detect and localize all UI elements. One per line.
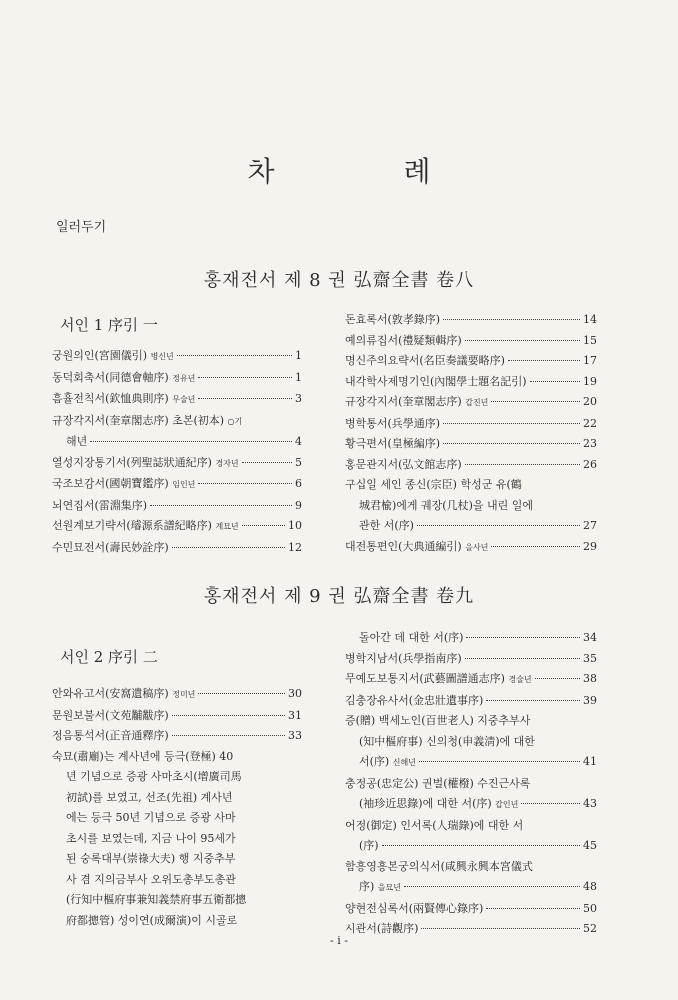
leader-dots [465,329,580,341]
toc-entry [345,794,597,816]
toc-entry [345,732,597,753]
intro-link: 일러두기 [56,220,107,235]
toc-entry-text: 병학통서(兵學通序) [345,416,441,430]
toc-entry [345,392,597,414]
toc-entry-text: 관한 서(序) [359,519,414,532]
toc-entry-title [345,310,440,331]
toc-entry-year-note: 갑인년 [495,800,519,809]
toc-entry-title: 년 기념으로 증광 사마초시(增廣司馬 [66,770,242,783]
toc-entry [52,453,302,475]
toc-entry-year-note: 무술년 [172,395,196,404]
toc-entry [52,346,302,368]
toc-entry-title [52,411,242,433]
toc-entry-page: 17 [583,354,597,367]
toc-entry [345,414,597,435]
leader-dots [242,451,292,463]
toc-entry-title [345,691,483,712]
toc-entry [345,899,597,920]
toc-entry-page: 20 [583,395,597,408]
toc-entry-title: 府都摠管) 성이연(成爾演)이 시골로 [66,913,238,927]
toc-entry [52,432,302,453]
leader-dots [404,875,580,887]
toc-entry-text: 대전통편인(大典通編引) [345,539,462,553]
toc-entry [52,726,302,747]
toc-entry-text: 내각학사제명기인(內閣學士題名記引) [345,374,527,388]
toc-entry-title [359,752,416,774]
toc-entry-title: 숙묘(肅廟)는 계사년에 등극(登極) 40 [52,749,234,763]
toc-entry [52,496,302,517]
toc-entry-title: 사 겸 지의금부사 오위도총부도총관 [66,872,236,886]
leader-dots [172,724,285,736]
volume-9-heading: 홍재전서 제 9 권 弘齋全書 卷九 [203,586,475,607]
toc-entry-title: 구십일 세인 종신(宗臣) 학성군 유(鶴 [345,478,522,491]
leader-dots [508,349,580,361]
toc-entry-page: 26 [583,457,597,471]
toc-entry-page: 41 [583,755,597,768]
toc-entry-page: 38 [583,672,597,685]
toc-entry-page: 23 [583,437,597,450]
leader-dots [443,432,580,444]
toc-entry-title [345,455,462,476]
toc-entry-text: 명신주의요략서(名臣奏議要略序) [345,354,505,367]
volume-8-heading: 홍재전서 제 8 권 弘齋全書 卷八 [203,270,475,291]
toc-entry-text: 병학지남서(兵學指南序) [345,651,462,665]
toc-entry-title [52,726,169,747]
toc-entry-title [345,392,488,414]
toc-entry-title: 된 숭록대부(崇祿大夫) 행 지중추부 [66,852,236,865]
toc-entry-page: 29 [583,539,597,553]
toc-entry-text: 규장각지서(奎章閣志序) 초본(初本) [52,413,225,427]
toc-entry [345,836,597,857]
toc-entry-page: 31 [288,708,302,722]
toc-entry-year-note: ○기 [227,416,243,426]
toc-entry-year-note: 정유년 [172,373,196,383]
toc-entry-page: 22 [583,416,597,430]
toc-entry [345,537,597,559]
leader-dots [535,667,580,679]
toc-entry-page: 1 [295,349,302,362]
toc-entry-year-note: 을사년 [465,542,489,552]
toc-entry-text: 뇌연집서(雷淵集序) [52,498,148,512]
toc-entry-title: 증(贈) 백세노인(百世老人) 지중추부사 [345,714,531,727]
toc-entry-text: 동덕회축서(同德會軸序) [52,370,169,384]
leader-dots [465,647,580,659]
leader-dots [417,514,580,526]
leader-dots [172,704,285,716]
toc-entry-title [345,414,440,435]
section-2-heading: 서인 2 序引 二 [60,648,158,666]
toc-entry-title: 초시를 보였는데, 지금 나이 95세가 [66,831,236,845]
toc-entry-page: 43 [583,797,597,810]
toc-entry-text: 김충장유사서(金忠壯遺事序) [345,693,484,707]
toc-entry [345,857,597,878]
toc-entry [345,351,597,372]
leader-dots [443,308,580,320]
toc-entry [52,411,302,433]
leader-dots [466,626,580,638]
toc-entry-title: 충정공(忠定公) 권벌(權橃) 수진근사록 [345,776,531,790]
toc-entry [52,870,302,891]
toc-entry-text: 시관서(詩觀序) [345,922,419,935]
toc-entry-title: (行知中樞府事兼知義禁府事五衛都摠 [66,893,247,906]
leader-dots [419,750,580,762]
toc-entry-text: 선원계보기략서(璿源系譜紀略序) [52,519,212,532]
toc-entry [52,747,302,768]
leader-dots [198,387,292,399]
toc-entry-page: 50 [583,901,597,915]
leader-dots [530,370,580,382]
toc-entry-title: 함흥영흥본궁의식서(咸興永興本宮儀式 [345,859,533,873]
toc-entry-year-note: 정미년 [172,690,196,699]
toc-column-4 [345,628,597,940]
toc-entry-title: (知中樞府事) 신의청(申義淸)에 대한 [359,734,535,748]
toc-entry-title [359,628,463,649]
toc-column-3 [52,684,302,931]
leader-dots [198,682,285,694]
toc-entry-text: 양현전심록서(兩賢傳心錄序) [345,901,484,915]
toc-entry-title [345,434,440,455]
leader-dots [90,430,292,442]
toc-entry [345,649,597,670]
toc-entry-page: 9 [295,498,302,512]
toc-entry-text: (序) [359,839,379,852]
toc-entry-page: 39 [583,693,597,707]
leader-dots [172,536,285,548]
toc-entry-page: 27 [583,519,597,532]
toc-entry-page: 45 [583,839,597,852]
page-number: - i - [330,934,348,947]
toc-entry-page: 14 [583,313,597,326]
toc-entry-title [52,389,195,411]
toc-entry-page: 15 [583,333,597,347]
toc-entry-text: 안와유고서(安窩遺稿序) [52,687,169,700]
toc-entry [345,475,597,496]
toc-entry [52,808,302,829]
toc-entry-page: 6 [295,477,302,490]
toc-entry-text: (袖珍近思錄)에 대한 서(序) [359,797,492,810]
toc-entry-page: 3 [295,392,302,405]
toc-entry-page: 35 [583,651,597,665]
toc-entry-text: 홍문관지서(弘文館志序) [345,457,462,471]
leader-dots [443,412,580,424]
toc-entry-title [52,538,169,559]
toc-entry-text: 서(序) [359,755,390,768]
toc-entry-page: 52 [583,922,597,935]
toc-entry-text: 해년 [66,435,88,448]
leader-dots [242,514,285,526]
toc-entry-title: 어정(御定) 인서록(人瑞錄)에 대한 서 [345,818,524,832]
toc-entry-page: 4 [295,435,302,448]
toc-entry-text: 국조보감서(國朝寶鑑序) [52,477,169,490]
toc-entry-title [345,669,532,691]
toc-entry-title [345,331,462,352]
toc-entry [52,538,302,559]
toc-entry [52,474,302,496]
toc-column-2 [345,310,597,558]
toc-entry [345,774,597,795]
toc-entry-text: 정음통석서(正音通釋序) [52,729,169,742]
toc-entry-page: 19 [583,374,597,388]
toc-entry-year-note: 병신년 [150,352,174,361]
toc-entry-title [66,432,87,453]
toc-entry-text: 예의류집서(禮疑類輯序) [345,333,462,347]
toc-entry-year-note: 을묘년 [377,883,401,892]
toc-entry-year-note: 임인년 [172,480,196,489]
toc-entry-title [345,537,488,559]
leader-dots [198,366,292,378]
toc-entry-year-note: 경자년 [215,458,239,468]
toc-entry [345,669,597,691]
toc-entry [345,691,597,712]
toc-entry-title [345,351,505,372]
toc-entry-page: 48 [583,880,597,893]
toc-column-1 [52,346,302,558]
toc-entry [345,752,597,774]
leader-dots [382,834,580,846]
toc-entry [345,816,597,837]
toc-entry [52,911,302,932]
toc-entry-title: 初試)를 보였고, 선조(先祖) 계사년 [66,790,233,804]
toc-entry-text: 열성지장통기서(列聖誌狀通紀序) [52,455,212,469]
toc-entry-title [52,496,147,517]
toc-entry-text: 흠휼전칙서(欽恤典則序) [52,392,169,405]
toc-entry-text: 돌아간 데 대한 서(序) [359,631,464,644]
toc-entry-title [345,649,462,670]
toc-entry [52,829,302,850]
section-1-heading: 서인 1 序引 一 [60,316,158,334]
toc-entry-title [359,794,518,816]
toc-entry-title [52,516,239,538]
toc-entry-text: 序) [359,880,375,893]
toc-entry-page: 12 [288,540,302,554]
leader-dots [521,792,580,804]
leader-dots [150,494,292,506]
toc-entry-text: 무예도보통지서(武藝圖譜通志序) [345,672,505,685]
toc-entry-page: 34 [583,631,597,644]
leader-dots [491,390,580,402]
toc-entry [52,389,302,411]
toc-entry [345,516,597,537]
toc-entry-title [52,706,169,727]
toc-entry [52,788,302,809]
toc-entry [52,890,302,911]
toc-entry-title: 城君楡)에게 궤장(几杖)을 내린 일에 [359,498,533,512]
toc-entry-title [52,453,239,475]
toc-entry-year-note: 신해년 [392,758,416,767]
toc-entry [52,684,302,706]
toc-entry [52,368,302,390]
toc-entry-page: 1 [295,370,302,384]
toc-entry [52,516,302,538]
leader-dots [486,897,580,909]
toc-entry [52,767,302,788]
toc-entry-text: 황극편서(皇極編序) [345,437,441,450]
leader-dots [198,472,292,484]
toc-entry-text: 규장각지서(奎章閣志序) [345,395,462,408]
toc-entry [345,455,597,476]
toc-entry-page: 10 [288,519,302,532]
leader-dots [491,535,580,547]
toc-entry-text: 문원보불서(文苑黼黻序) [52,708,169,722]
toc-entry-year-note: 계묘년 [215,522,239,531]
leader-dots [465,453,580,465]
toc-entry [52,706,302,727]
toc-entry-text: 수민묘전서(壽民妙詮序) [52,540,169,554]
toc-entry-title [52,684,195,706]
toc-entry-page: 5 [295,455,302,469]
leader-dots [421,917,580,929]
toc-entry-year-note: 경술년 [508,675,532,684]
toc-entry-title [359,877,401,899]
toc-entry [345,310,597,331]
toc-entry [345,331,597,352]
toc-entry-title [345,899,483,920]
toc-entry-year-note: 갑진년 [465,398,489,407]
toc-entry [345,877,597,899]
toc-entry-page: 33 [288,729,302,742]
toc-entry-title [52,346,174,368]
toc-entry-text: 궁원의인(宮園儀引) [52,349,148,362]
toc-entry-title [359,516,414,537]
toc-entry-text: 돈효록서(敦孝錄序) [345,313,441,326]
leader-dots [177,344,292,356]
page-title: 차 례 [247,155,491,188]
toc-entry-title [52,474,195,496]
toc-entry [345,372,597,393]
toc-entry-title: 에는 등극 50년 기념으로 증광 사마 [66,811,236,824]
toc-entry [345,496,597,517]
toc-entry-page: 30 [288,687,302,700]
leader-dots [486,689,580,701]
toc-entry [345,434,597,455]
toc-entry-title [52,368,195,390]
toc-entry-title [359,836,379,857]
toc-entry [345,628,597,649]
toc-entry [345,711,597,732]
toc-entry [52,849,302,870]
toc-entry-title [345,372,527,393]
